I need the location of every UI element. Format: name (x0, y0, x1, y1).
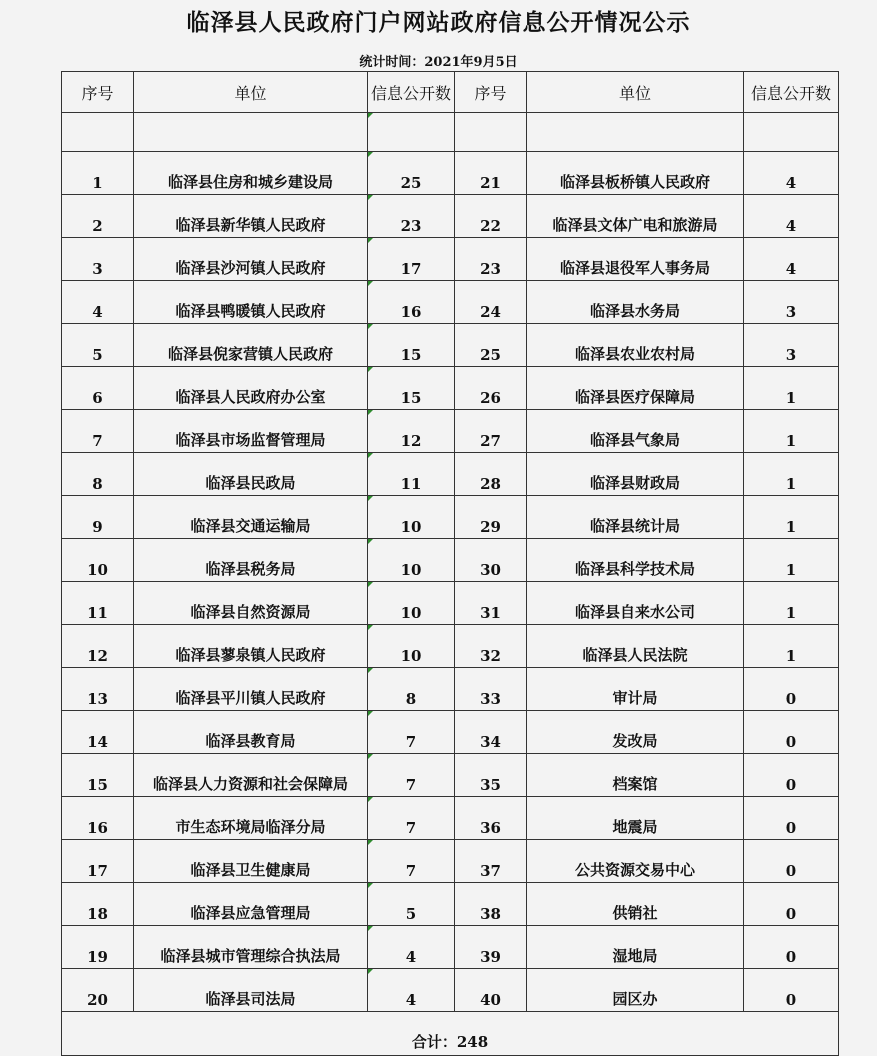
cell-count-right: 0 (744, 797, 839, 840)
cell-seq-left: 11 (62, 582, 134, 625)
cell-count-left: 16 (368, 281, 455, 324)
cell-seq-left: 13 (62, 668, 134, 711)
table-row (62, 238, 839, 281)
cell-unit-left: 临泽县自然资源局 (134, 582, 368, 625)
cell-count-left: 4 (368, 969, 455, 1012)
cell-seq-right: 30 (455, 539, 527, 582)
table-row (62, 195, 839, 238)
table-row (62, 324, 839, 367)
table-row (62, 625, 839, 668)
cell-unit-left: 临泽县住房和城乡建设局 (134, 152, 368, 195)
cell-count-right: 0 (744, 969, 839, 1012)
cell-count-right: 0 (744, 883, 839, 926)
cell-unit-left: 临泽县应急管理局 (134, 883, 368, 926)
cell-count-right: 1 (744, 539, 839, 582)
cell-seq-left: 10 (62, 539, 134, 582)
cell-unit-left: 临泽县司法局 (134, 969, 368, 1012)
cell-count-right: 1 (744, 410, 839, 453)
table-row (62, 453, 839, 496)
table-row (62, 797, 839, 840)
cell-unit-left: 临泽县卫生健康局 (134, 840, 368, 883)
header-unit-right: 单位 (527, 72, 744, 113)
cell-unit-left: 临泽县人力资源和社会保障局 (134, 754, 368, 797)
cell-seq-right: 39 (455, 926, 527, 969)
cell-count-right: 1 (744, 625, 839, 668)
cell-unit-left: 临泽县倪家营镇人民政府 (134, 324, 368, 367)
cell-seq-right: 24 (455, 281, 527, 324)
table-row (62, 840, 839, 883)
cell-seq-left: 16 (62, 797, 134, 840)
cell-seq-left: 15 (62, 754, 134, 797)
cell-count-left: 10 (368, 496, 455, 539)
cell-count-left: 17 (368, 238, 455, 281)
cell-count-right: 0 (744, 926, 839, 969)
cell-seq-left: 20 (62, 969, 134, 1012)
cell-unit-left: 临泽县人民政府办公室 (134, 367, 368, 410)
table-row (62, 496, 839, 539)
cell-unit-right: 临泽县财政局 (527, 453, 744, 496)
table-row (62, 883, 839, 926)
cell-count-right: 0 (744, 668, 839, 711)
cell-count-left: 15 (368, 367, 455, 410)
header-seq-left: 序号 (62, 72, 134, 113)
cell-unit-right: 审计局 (527, 668, 744, 711)
cell-seq-right: 28 (455, 453, 527, 496)
stat-time: 统计时间：2021年9月5日 (359, 55, 518, 70)
cell-seq-left: 17 (62, 840, 134, 883)
cell-unit-right: 档案馆 (527, 754, 744, 797)
cell-unit-left: 市生态环境局临泽分局 (134, 797, 368, 840)
cell-seq-right: 40 (455, 969, 527, 1012)
table-row (62, 367, 839, 410)
cell-count-left: 10 (368, 625, 455, 668)
table-row (62, 969, 839, 1012)
cell-seq-left: 9 (62, 496, 134, 539)
cell-count-left: 11 (368, 453, 455, 496)
cell-count-left: 7 (368, 754, 455, 797)
cell-unit-right: 临泽县人民法院 (527, 625, 744, 668)
total-cell: 合计：248 (62, 1012, 839, 1056)
table-row (62, 668, 839, 711)
cell-seq-left: 14 (62, 711, 134, 754)
cell-count-left: 12 (368, 410, 455, 453)
cell-unit-left: 临泽县教育局 (134, 711, 368, 754)
table-row (62, 582, 839, 625)
cell-unit-left: 临泽县税务局 (134, 539, 368, 582)
cell-unit-left: 临泽县沙河镇人民政府 (134, 238, 368, 281)
cell-count-right: 0 (744, 840, 839, 883)
cell-seq-left: 3 (62, 238, 134, 281)
cell-unit-right: 供销社 (527, 883, 744, 926)
header-seq-right: 序号 (455, 72, 527, 113)
table-row (62, 711, 839, 754)
cell-unit-right: 临泽县医疗保障局 (527, 367, 744, 410)
table-row (62, 754, 839, 797)
cell-count-right: 3 (744, 324, 839, 367)
cell-seq-right: 31 (455, 582, 527, 625)
cell-count-right: 1 (744, 582, 839, 625)
cell-seq-right: 37 (455, 840, 527, 883)
cell-unit-right: 临泽县退役军人事务局 (527, 238, 744, 281)
cell-unit-right: 临泽县农业农村局 (527, 324, 744, 367)
cell-seq-right: 29 (455, 496, 527, 539)
cell-unit-left: 临泽县鸭暖镇人民政府 (134, 281, 368, 324)
cell-count-left: 10 (368, 582, 455, 625)
cell-seq-left: 8 (62, 453, 134, 496)
cell-count-right: 1 (744, 496, 839, 539)
cell-unit-right: 临泽县水务局 (527, 281, 744, 324)
cell-unit-right: 临泽县板桥镇人民政府 (527, 152, 744, 195)
cell-seq-left: 2 (62, 195, 134, 238)
cell-unit-right: 临泽县文体广电和旅游局 (527, 195, 744, 238)
cell-count-left: 8 (368, 668, 455, 711)
cell-seq-right: 35 (455, 754, 527, 797)
cell-count-left: 4 (368, 926, 455, 969)
table-row (62, 281, 839, 324)
cell-seq-right: 32 (455, 625, 527, 668)
disclosure-table (61, 71, 839, 1056)
cell-count-left: 7 (368, 711, 455, 754)
cell-unit-right: 湿地局 (527, 926, 744, 969)
cell-unit-right: 地震局 (527, 797, 744, 840)
cell-unit-left: 临泽县民政局 (134, 453, 368, 496)
cell-unit-left: 临泽县平川镇人民政府 (134, 668, 368, 711)
cell-count-right: 4 (744, 238, 839, 281)
cell-seq-left: 5 (62, 324, 134, 367)
cell-seq-right: 26 (455, 367, 527, 410)
header-count-right: 信息公开数 (744, 72, 839, 113)
cell-seq-right: 23 (455, 238, 527, 281)
cell-count-right: 4 (744, 152, 839, 195)
cell-seq-left: 4 (62, 281, 134, 324)
total-row (62, 1012, 839, 1056)
cell-seq-right: 33 (455, 668, 527, 711)
cell-unit-right: 临泽县自来水公司 (527, 582, 744, 625)
cell-seq-right: 27 (455, 410, 527, 453)
header-unit-left: 单位 (134, 72, 368, 113)
cell-count-right: 0 (744, 711, 839, 754)
table-header-row (62, 72, 839, 113)
cell-seq-left: 18 (62, 883, 134, 926)
cell-unit-right: 临泽县统计局 (527, 496, 744, 539)
cell-unit-left: 临泽县市场监督管理局 (134, 410, 368, 453)
table-row (62, 539, 839, 582)
cell-unit-right: 临泽县气象局 (527, 410, 744, 453)
cell-unit-left: 临泽县城市管理综合执法局 (134, 926, 368, 969)
cell-count-right: 3 (744, 281, 839, 324)
cell-seq-right: 22 (455, 195, 527, 238)
cell-count-right: 4 (744, 195, 839, 238)
cell-count-right: 1 (744, 367, 839, 410)
table-row (62, 152, 839, 195)
header-count-left: 信息公开数 (368, 72, 455, 113)
cell-unit-left: 临泽县交通运输局 (134, 496, 368, 539)
cell-count-right: 1 (744, 453, 839, 496)
cell-unit-left: 临泽县新华镇人民政府 (134, 195, 368, 238)
cell-unit-right: 园区办 (527, 969, 744, 1012)
cell-seq-left: 1 (62, 152, 134, 195)
cell-seq-right: 21 (455, 152, 527, 195)
cell-seq-right: 34 (455, 711, 527, 754)
cell-count-left: 25 (368, 152, 455, 195)
spacer-row (62, 113, 839, 152)
cell-count-left: 5 (368, 883, 455, 926)
cell-seq-right: 36 (455, 797, 527, 840)
cell-count-right: 0 (744, 754, 839, 797)
cell-seq-left: 6 (62, 367, 134, 410)
cell-unit-right: 公共资源交易中心 (527, 840, 744, 883)
cell-unit-right: 发改局 (527, 711, 744, 754)
table-row (62, 410, 839, 453)
cell-seq-left: 12 (62, 625, 134, 668)
cell-count-left: 7 (368, 840, 455, 883)
page-title: 临泽县人民政府门户网站政府信息公开情况公示 (186, 9, 691, 36)
cell-count-left: 7 (368, 797, 455, 840)
cell-seq-left: 19 (62, 926, 134, 969)
table-row (62, 926, 839, 969)
cell-seq-right: 38 (455, 883, 527, 926)
cell-unit-right: 临泽县科学技术局 (527, 539, 744, 582)
cell-seq-right: 25 (455, 324, 527, 367)
cell-count-left: 23 (368, 195, 455, 238)
cell-count-left: 10 (368, 539, 455, 582)
cell-count-left: 15 (368, 324, 455, 367)
cell-seq-left: 7 (62, 410, 134, 453)
cell-unit-left: 临泽县蓼泉镇人民政府 (134, 625, 368, 668)
